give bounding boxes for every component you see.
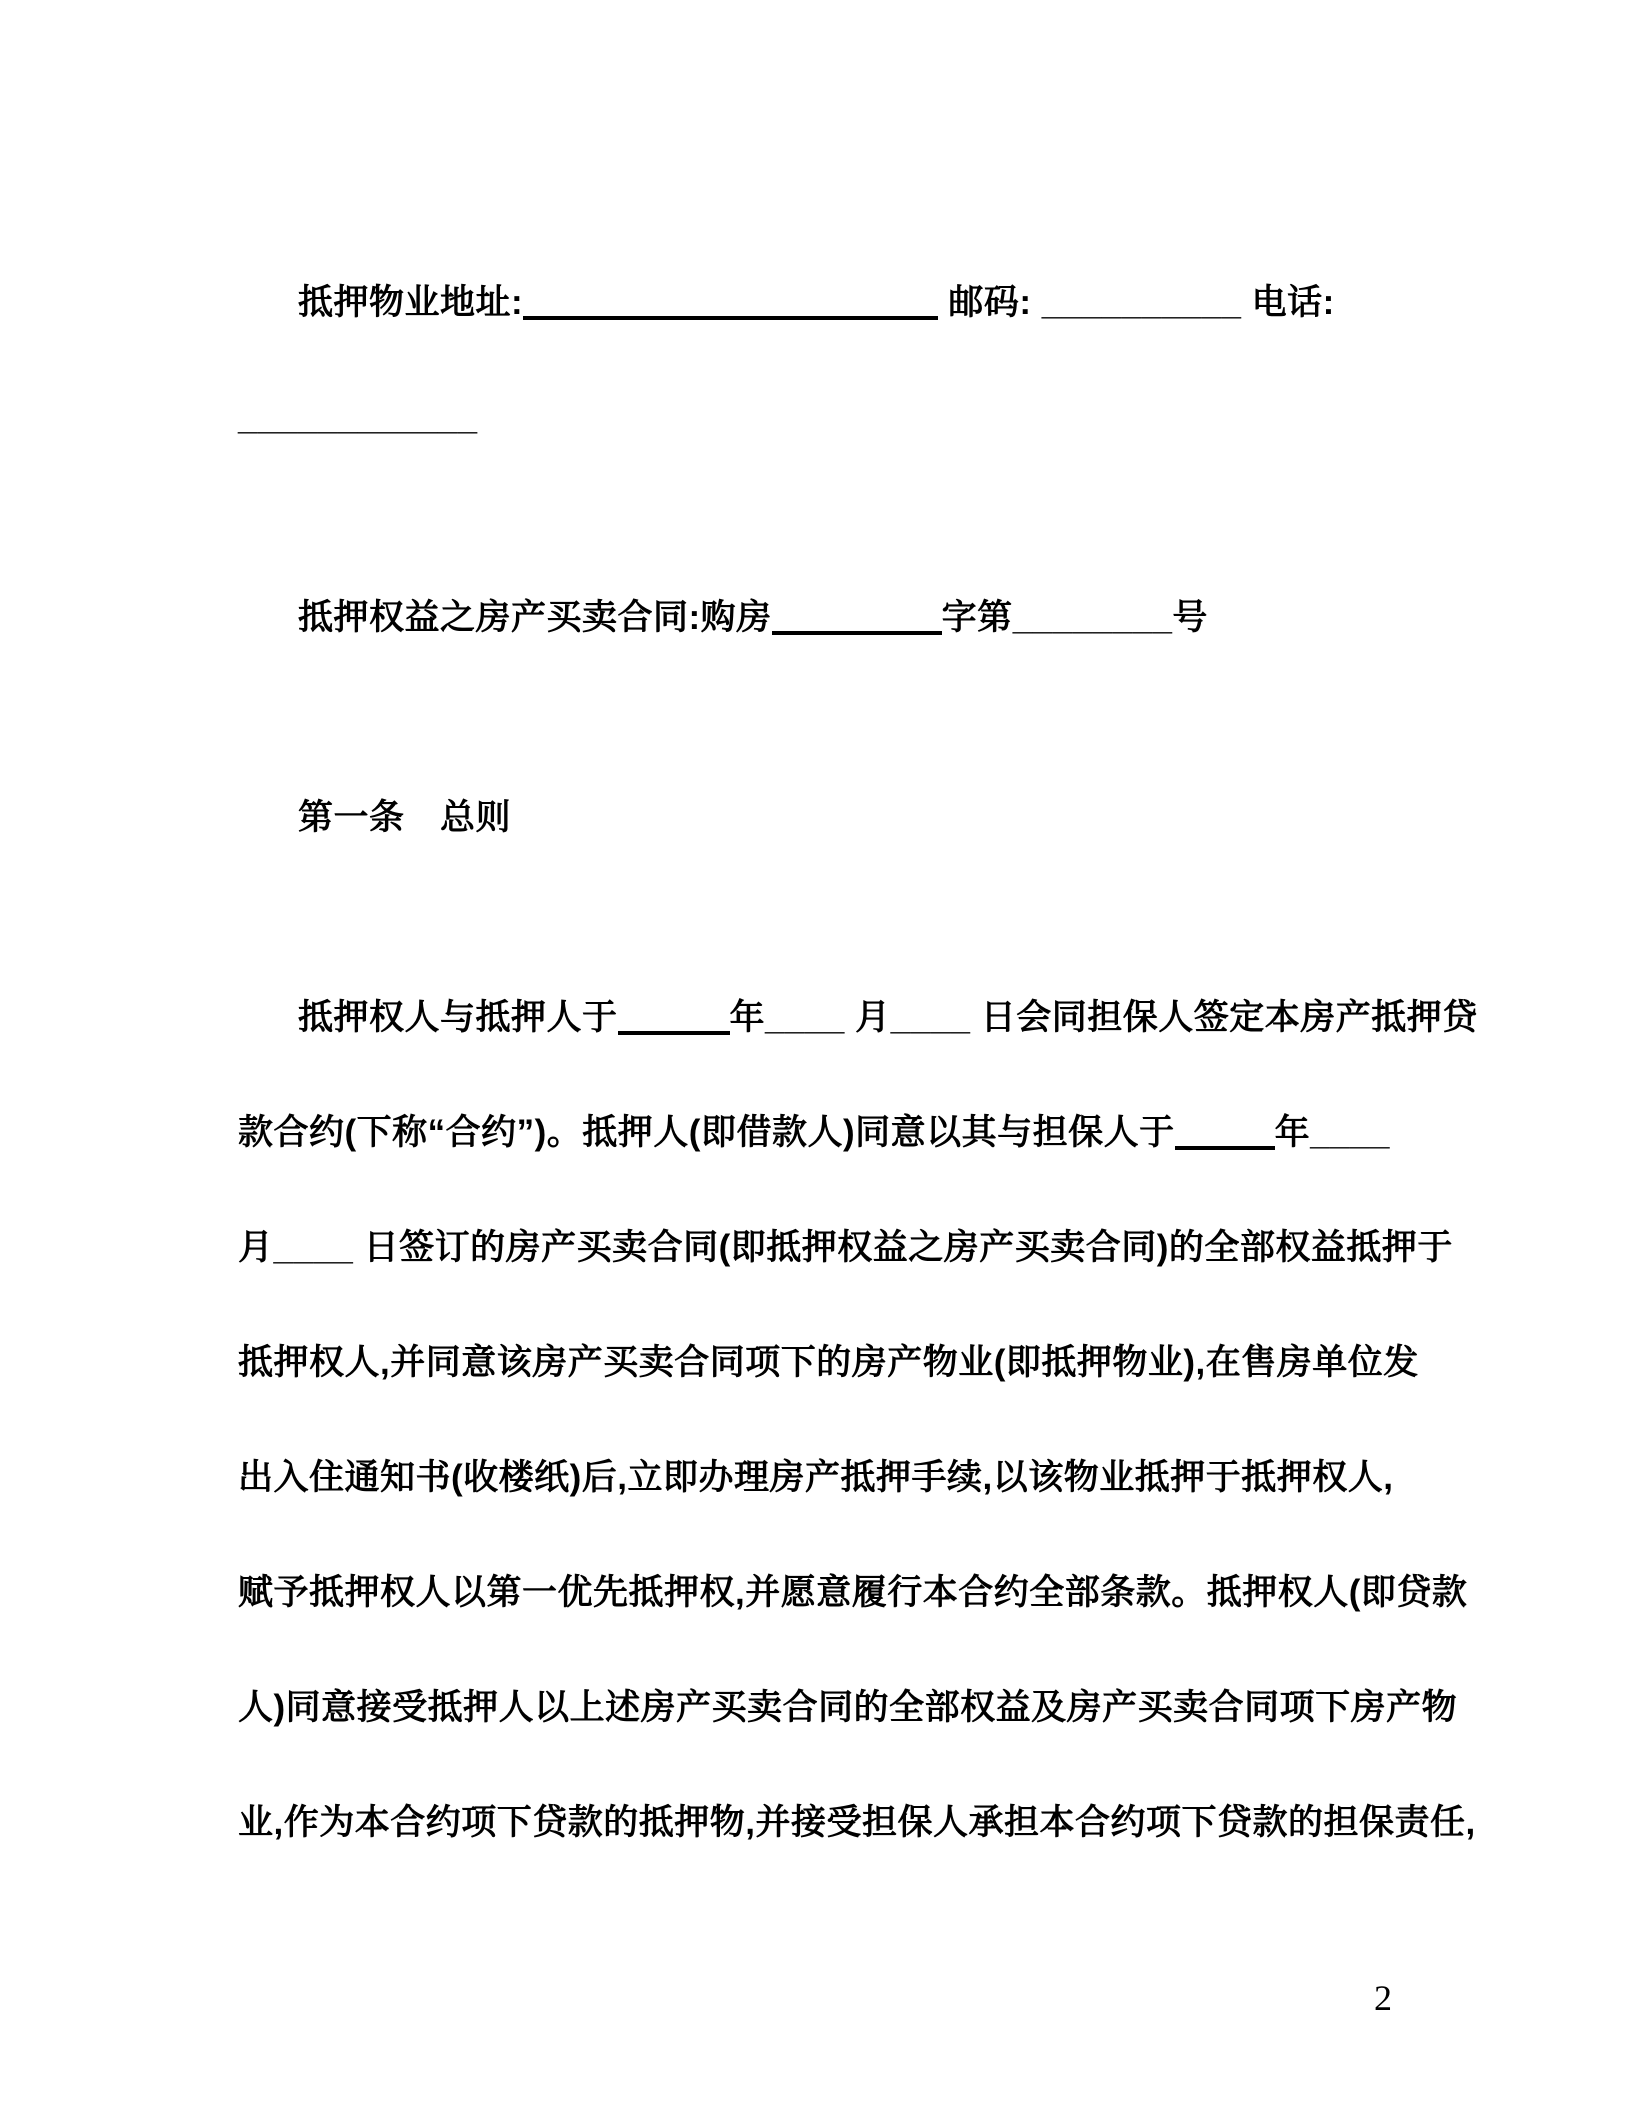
document-line: [238, 1535, 1468, 1650]
document-line: [238, 960, 1478, 1075]
body-text: 抵押权人,并同意该房产买卖合同项下的房产物业(即抵押物业),在售房单位发: [238, 1343, 1419, 1382]
sign-year-blank[interactable]: [618, 1031, 730, 1035]
body-text: 人)同意接受抵押人以上述房产买卖合同的全部权益及房产买卖合同项下房产物: [238, 1688, 1458, 1727]
document-line: [238, 1765, 1476, 1880]
article-1-heading: [238, 760, 1450, 875]
purchase-contract-line: [238, 560, 1450, 675]
body-text: 赋予抵押权人以第一优先抵押权,并愿意履行本合约全部条款。抵押权人(即贷款: [238, 1573, 1468, 1612]
contract-year-blank[interactable]: [1175, 1146, 1275, 1150]
document-line: [238, 360, 1450, 475]
contract-zidi-label: 字第: [941, 598, 1013, 637]
property-address-label: 抵押物业地址:: [298, 283, 524, 322]
phone-blank[interactable]: ____________: [238, 398, 478, 437]
body-text: 日签订的房产买卖合同(即抵押权益之房产买卖合同)的全部权益抵押于: [353, 1228, 1453, 1267]
document-body: [238, 245, 1478, 1880]
contract-day-blank[interactable]: ____: [273, 1228, 354, 1267]
page-number: 2: [1374, 1978, 1392, 2018]
body-text: 出入住通知书(收楼纸)后,立即办理房产抵押手续,以该物业抵押于抵押权人,: [238, 1458, 1394, 1497]
article-1-body: [238, 960, 1478, 1880]
contract-month-blank[interactable]: ____: [1310, 1113, 1391, 1152]
document-line: [238, 245, 1450, 360]
sign-day-blank[interactable]: ____: [890, 998, 971, 1037]
property-address-block: [238, 245, 1450, 475]
document-line: [238, 760, 1450, 875]
body-text: 月: [238, 1228, 274, 1267]
body-text: 款合约(下称“合约”)。抵押人(即借款人)同意以其与担保人于: [238, 1113, 1175, 1152]
body-text: 月: [844, 998, 891, 1037]
contract-number-blank[interactable]: ________: [1012, 598, 1173, 637]
body-text: 年: [1274, 1113, 1311, 1152]
document-line: [238, 560, 1450, 675]
contract-prefix-blank[interactable]: [772, 631, 942, 635]
property-address-blank[interactable]: [523, 316, 938, 320]
document-line: [238, 1075, 1450, 1190]
contract-hao-label: 号: [1172, 598, 1208, 637]
postcode-blank[interactable]: __________: [1031, 283, 1242, 322]
body-text: 日会同担保人签定本房产抵押贷: [970, 998, 1478, 1037]
postcode-label: 邮码:: [938, 283, 1032, 322]
body-text: 业,作为本合约项下贷款的抵押物,并接受担保人承担本合约项下贷款的担保责任,: [238, 1803, 1476, 1842]
body-text: 抵押权人与抵押人于: [298, 998, 618, 1037]
body-text: 年: [729, 998, 766, 1037]
document-line: [238, 1190, 1453, 1305]
document-line: [238, 1420, 1450, 1535]
document-line: [238, 1305, 1450, 1420]
sign-month-blank[interactable]: ____: [765, 998, 845, 1037]
contract-label: 抵押权益之房产买卖合同:购房: [298, 598, 772, 637]
phone-label: 电话:: [1241, 283, 1335, 322]
document-line: [238, 1650, 1458, 1765]
heading-text: 第一条 总则: [298, 798, 512, 837]
